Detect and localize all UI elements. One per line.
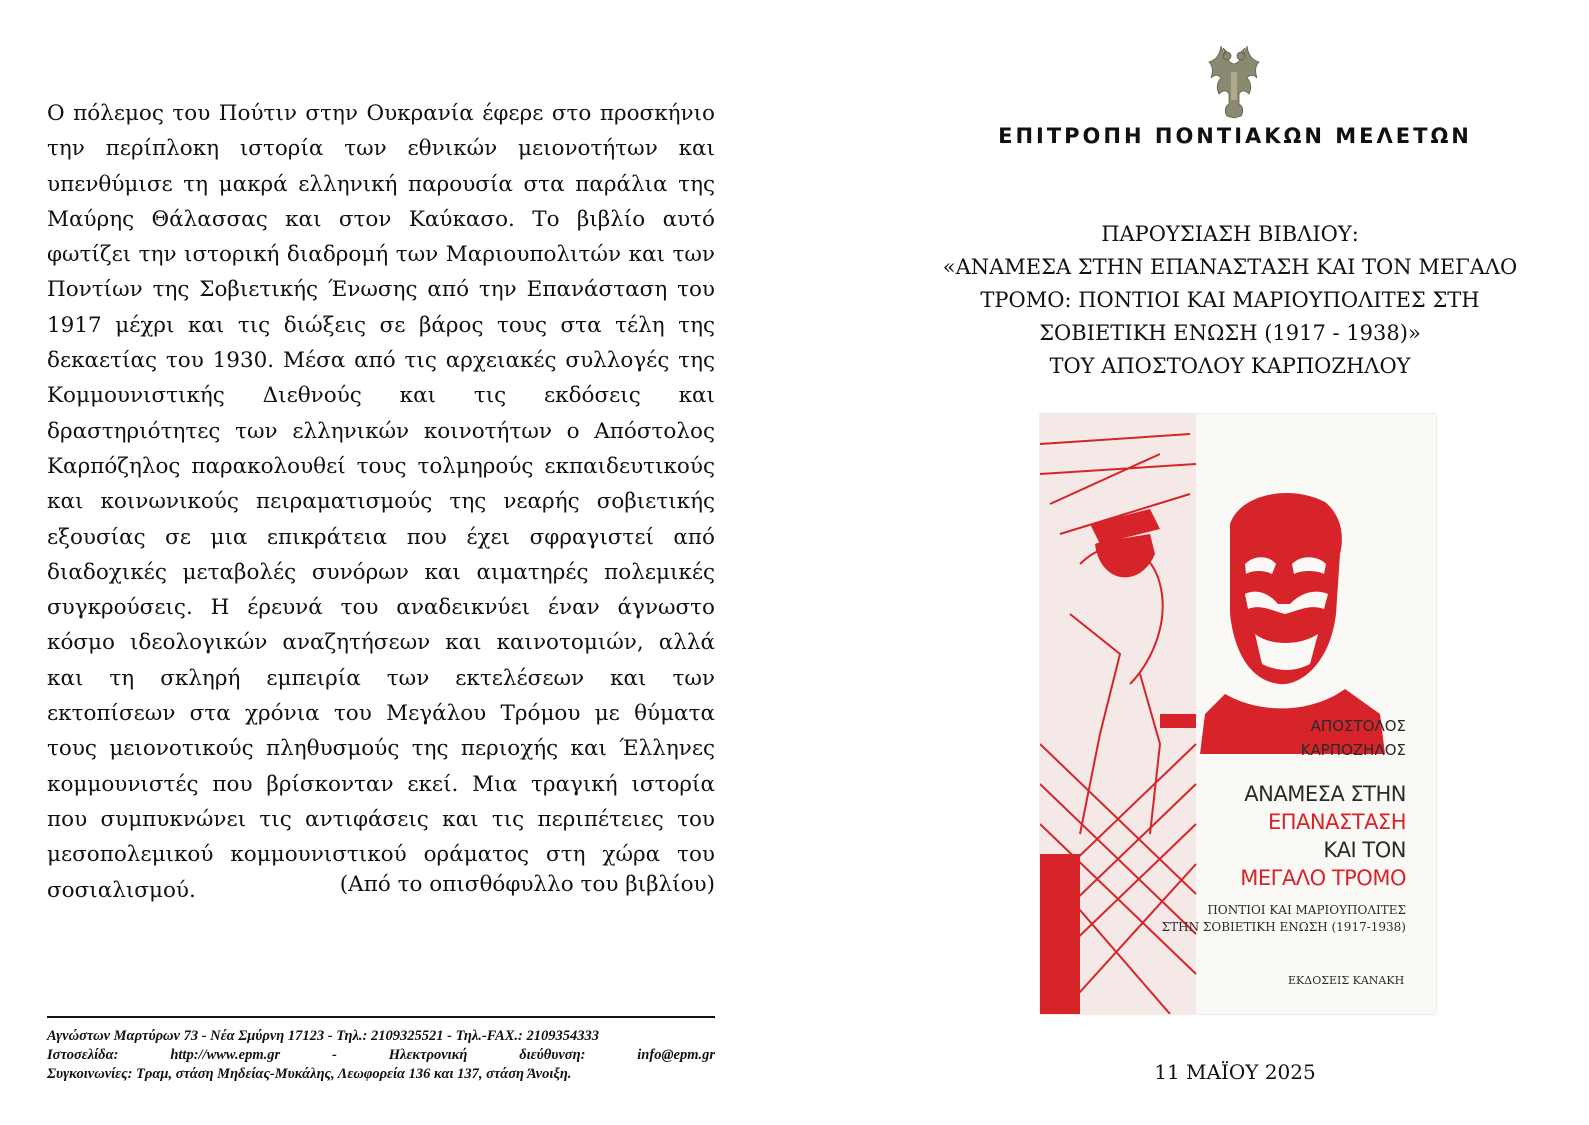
book-description	[47, 96, 715, 908]
presentation-line: ΤΟΥ ΑΠΟΣΤΟΛΟΥ ΚΑΡΠΟΖΗΛΟΥ	[1049, 354, 1411, 378]
cover-title-line: ΜΕΓΑΛΟ ΤΡΟΜΟ	[1240, 866, 1406, 890]
cover-author-line: ΑΠΟΣΤΟΛΟΣ	[1310, 717, 1406, 735]
double-headed-eagle-icon	[1203, 42, 1265, 120]
footer-transport: Συγκοινωνίες: Τραμ, στάση Μηδείας-Μυκάλης, Λεωφορεία 136 και 137, στάση Άνοιξη.	[47, 1066, 572, 1082]
cover-subtitle-line: ΠΟΝΤΙΟΙ ΚΑΙ ΜΑΡΙΟΥΠΟΛΙΤΕΣ	[1207, 903, 1406, 917]
presentation-heading	[895, 218, 1565, 383]
description-paragraph: Ο πόλεμος του Πούτιν στην Ουκρανία έφερε στο προσκήνιο την περίπλοκη ιστορία των εθνικών μειονοτήτων και υπενθύμισε τη μακρά ελληνική παρουσία στα παράλια της Μαύρης Θάλασσας και στον Καύκασο. Το βιβλίο αυτό φωτίζει την ιστορική διαδρομή των Μαριουπολιτών και των Ποντίων της Σοβιετικής Ένωσης από την Επανάσταση του 1917 μέχρι και τις διώξεις σε βάρος τους στα τέλη της δεκαετίας του 1930. Μέσα από τις αρχειακές συλλογές της Κομμουνιστικής Διεθνούς και τις εκδόσεις και δραστηριότητες των ελληνικών κοινοτήτων ο Απόστολος Καρπόζηλος παρακολουθεί τους τολμηρούς εκπαιδευτικούς και κοινωνικούς πειραματισμούς της νεαρής σοβιετικής εξουσίας σε μια επικράτεια που έχει σφραγιστεί από διαδοχικές μεταβολές συνόρων και αιματηρές πολεμικές συγκρούσεις. Η έρευνά του αναδεικνύει έναν άγνωστο κόσμο ιδεολογικών αναζητήσεων και καινοτομιών, αλλά και τη σκληρή εμπειρία των εκτελέσεων και των εκτοπίσεων στα χρόνια του Μεγάλου Τρόμου με θύματα τους μειονοτικούς πληθυσμούς της περιοχής και Έλληνες κομμουνιστές που βρίσκονταν εκεί. Μια τραγική ιστορία που συμπυκνώνει τις αντιφάσεις και τις περιπέτειες του μεσοπολεμικού κομμουνιστικού οράματος στη χώρα του σοσιαλισμού.	[47, 101, 715, 903]
footer-address: Αγνώστων Μαρτύρων 73 - Νέα Σμύρνη 17123 - Τηλ.: 2109325521 - Τηλ.-FAX.: 2109354333	[47, 1028, 600, 1044]
presentation-line: «ΑΝΑΜΕΣΑ ΣΤΗΝ ΕΠΑΝΑΣΤΑΣΗ ΚΑΙ ΤΟΝ ΜΕΓΑΛΟ	[942, 255, 1518, 279]
book-cover	[1040, 414, 1436, 1014]
cover-subtitle-line: ΣΤΗΝ ΣΟΒΙΕΤΙΚΗ ΕΝΩΣΗ (1917-1938)	[1161, 920, 1406, 934]
footer-divider	[47, 1016, 715, 1018]
contact-footer	[47, 1027, 715, 1084]
presentation-line: ΤΡΟΜΟ: ΠΟΝΤΙΟΙ ΚΑΙ ΜΑΡΙΟΥΠΟΛΙΤΕΣ ΣΤΗ	[980, 288, 1480, 312]
cover-publisher: ΕΚΔΟΣΕΙΣ ΚΑΝΑΚΗ	[1288, 974, 1405, 987]
presentation-line: ΠΑΡΟΥΣΙΑΣΗ ΒΙΒΛΙΟΥ:	[1101, 222, 1359, 246]
cover-title	[1240, 780, 1406, 892]
cover-title-line: ΕΠΑΝΑΣΤΑΣΗ	[1267, 810, 1406, 834]
source-note: (Από το οπισθόφυλλο του βιβλίου)	[339, 872, 715, 897]
cover-author	[1301, 714, 1406, 762]
cover-author-line: ΚΑΡΠΟΖΗΛΟΣ	[1300, 741, 1406, 759]
cover-subtitle	[1162, 902, 1406, 936]
event-date: 11 ΜΑΪΟΥ 2025	[1154, 1060, 1316, 1084]
organization-name: ΕΠΙΤΡΟΠΗ ΠΟΝΤΙΑΚΩΝ ΜΕΛΕΤΩΝ	[998, 124, 1472, 148]
cover-title-line: ΚΑΙ ΤΟΝ	[1323, 838, 1406, 862]
cover-title-line: ΑΝΑΜΕΣΑ ΣΤΗΝ	[1244, 782, 1406, 806]
presentation-line: ΣΟΒΙΕΤΙΚΗ ΕΝΩΣΗ (1917 - 1938)»	[1039, 321, 1421, 345]
footer-website-email: Ιστοσελίδα: http://www.epm.gr - Ηλεκτρονική διεύθυνση: info@epm.gr	[47, 1047, 715, 1063]
